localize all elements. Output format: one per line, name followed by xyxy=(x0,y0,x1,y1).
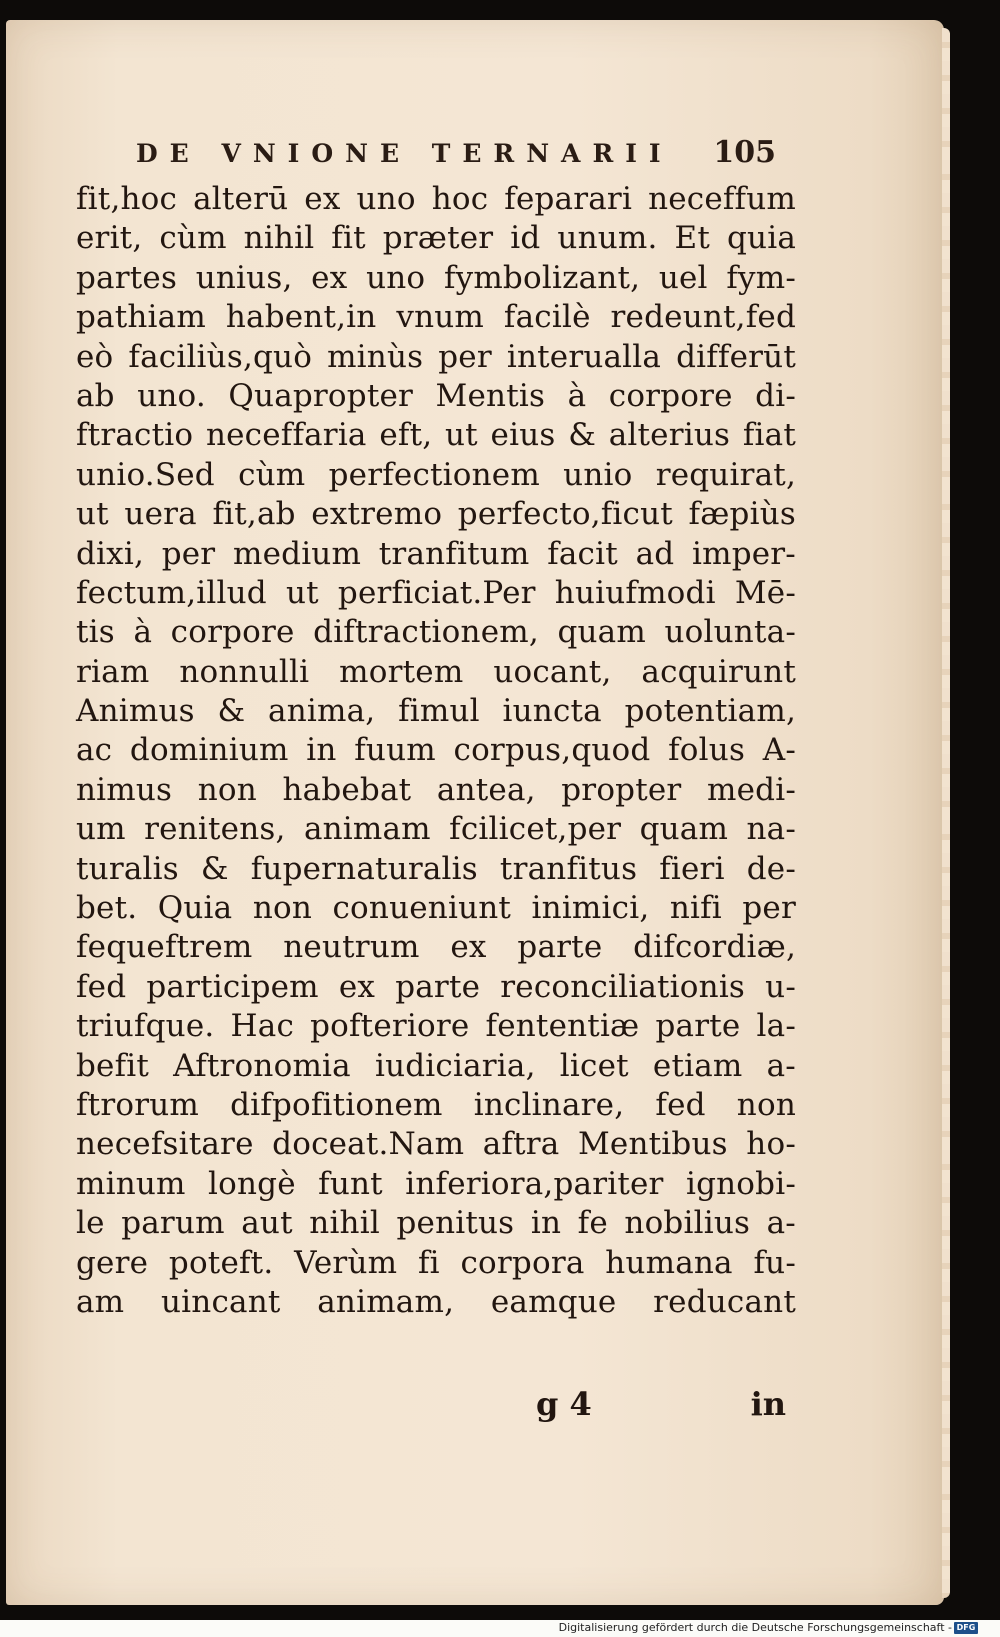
text-line: ut uera fit,ab extremo perfecto,ficut fæpiùs xyxy=(76,496,796,533)
text-line: partes unius, ex uno fymbolizant, uel fym- xyxy=(76,259,796,296)
text-line: fit,hoc alterū ex uno hoc feparari neceffum xyxy=(76,181,796,217)
text-line: bet. Quia non conueniunt inimici, nifi per xyxy=(76,890,796,927)
text-line: ftractio neceffaria eft, ut eius & alterius fiat xyxy=(76,417,796,454)
running-head: DE VNIONE TERNARII xyxy=(136,139,673,168)
text-line: nimus non habebat antea, propter medi- xyxy=(76,771,796,808)
text-line: um renitens, animam fcilicet,per quam na- xyxy=(76,811,796,848)
body-text xyxy=(76,180,796,1322)
text-line: riam nonnulli mortem uocant, acquirunt xyxy=(76,653,796,690)
text-line: ftrorum difpofitionem inclinare, fed non xyxy=(76,1086,796,1123)
text-line: pathiam habent,in vnum facilè redeunt,fed xyxy=(76,299,796,336)
text-line: ac dominium in fuum corpus,quod folus A- xyxy=(76,732,796,769)
text-line: gere poteft. Verùm fi corpora humana fu- xyxy=(76,1244,796,1281)
catchword: in xyxy=(750,1385,786,1423)
page-header xyxy=(136,135,776,175)
text-line: am uincant animam, eamque reducant xyxy=(76,1283,796,1320)
digitization-credit: Digitalisierung gefördert durch die Deutsche Forschungsgemeinschaft - xyxy=(558,1621,952,1634)
text-line: minum longè funt inferiora,pariter ignobi- xyxy=(76,1165,796,1202)
text-line: fequeftrem neutrum ex parte difcordiæ, xyxy=(76,929,796,966)
text-line: fectum,illud ut perficiat.Per huiufmodi Mē- xyxy=(76,574,796,611)
text-line: dixi, per medium tranfitum facit ad imper- xyxy=(76,535,796,572)
dfg-logo-icon: DFG xyxy=(954,1622,978,1634)
text-line: le parum aut nihil penitus in fe nobilius a- xyxy=(76,1205,796,1242)
text-line: tis à corpore diftractionem, quam uolunta- xyxy=(76,614,796,651)
text-line: fed participem ex parte reconciliationis u- xyxy=(76,968,796,1005)
text-line: ab uno. Quapropter Mentis à corpore di- xyxy=(76,377,796,414)
text-line: Animus & anima, fimul iuncta potentiam, xyxy=(76,693,796,730)
page-footer-marks xyxy=(536,1385,786,1429)
text-line: eò faciliùs,quò minùs per interualla differūt xyxy=(76,338,796,375)
text-line: unio.Sed cùm perfectionem unio requirat, xyxy=(76,456,796,493)
text-line: erit, cùm nihil fit præter id unum. Et quia xyxy=(76,220,796,257)
book-page xyxy=(6,20,944,1605)
page-number: 105 xyxy=(713,135,776,170)
text-line: triufque. Hac pofteriore fententiæ parte la- xyxy=(76,1008,796,1045)
signature-mark: g 4 xyxy=(536,1385,592,1423)
digitization-footer xyxy=(0,1620,1000,1637)
text-line: necefsitare doceat.Nam aftra Mentibus ho- xyxy=(76,1126,796,1163)
text-line: befit Aftronomia iudiciaria, licet etiam a- xyxy=(76,1047,796,1084)
text-line: turalis & fupernaturalis tranfitus fieri de- xyxy=(76,850,796,887)
